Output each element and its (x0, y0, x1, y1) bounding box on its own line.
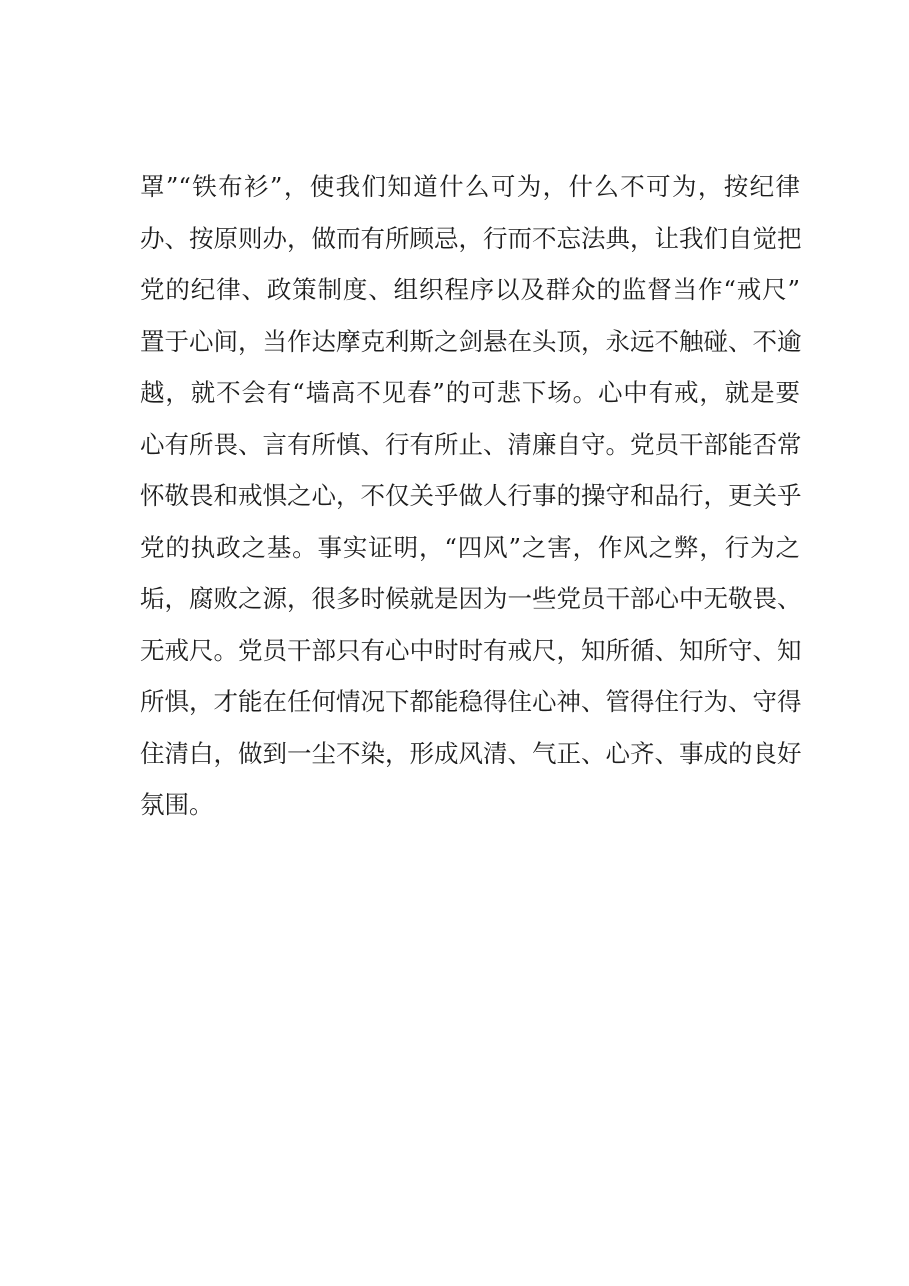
text-line: 越，就不会有“墙高不见春”的可悲下场。心中有戒，就是要 (140, 378, 800, 407)
text-line: 无戒尺。党员干部只有心中时时有戒尺，知所循、知所守、知 (140, 635, 802, 665)
text-line: 罩”“铁布衫”，使我们知道什么可为，什么不可为，按纪律 (140, 172, 800, 201)
body-paragraph (140, 161, 800, 831)
text-line: 党的执政之基。事实证明，“四风”之害，作风之弊，行为之 (140, 532, 800, 562)
text-line: 住清白，做到一尘不染，形成风清、气正、心齐、事成的良好 (140, 738, 802, 768)
text-line: 所惧，才能在任何情况下都能稳得住心神、管得住行为、守得 (140, 687, 802, 716)
text-line: 置于心间，当作达摩克利斯之剑悬在头顶，永远不触碰、不逾 (140, 326, 802, 356)
text-line: 怀敬畏和戒惧之心，不仅关乎做人行事的操守和品行，更关乎 (140, 481, 802, 510)
text-line: 垢，腐败之源，很多时候就是因为一些党员干部心中无敬畏、 (140, 584, 802, 613)
text-line: 心有所畏、言有所慎、行有所止、清廉自守。党员干部能否常 (140, 429, 802, 459)
text-line: 党的纪律、政策制度、组织程序以及群众的监督当作“戒尺” (140, 275, 800, 304)
text-line: 氛围。 (140, 790, 214, 819)
text-line: 办、按原则办，做而有所顾忌，行而不忘法典，让我们自觉把 (140, 223, 802, 253)
